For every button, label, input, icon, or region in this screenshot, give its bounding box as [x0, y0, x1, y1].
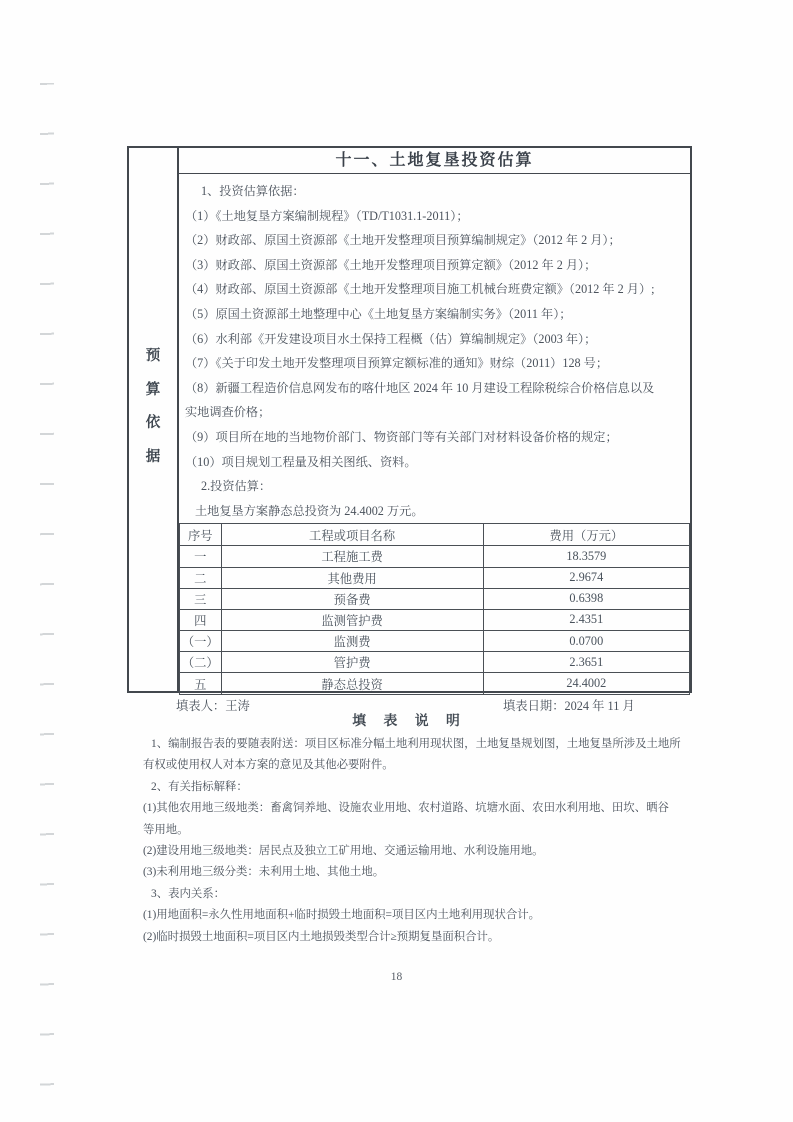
note-2-item-3: (3)未利用地三级分类：未利用土地、其他土地。 [143, 866, 385, 879]
note-2-heading: 2、有关指标解释： [151, 780, 248, 793]
sidebar-label-char: 预 [145, 348, 161, 364]
item-name-cell: 管护费 [221, 652, 483, 673]
sidebar-budget-basis-label [129, 148, 179, 691]
header-cost: 费用（万元） [483, 524, 689, 546]
item-name-cell: 其他费用 [221, 567, 483, 588]
header-serial: 序号 [180, 524, 222, 546]
item-name-cell: 预备费 [221, 588, 483, 609]
basis-item-10: （10）项目规划工程量及相关图纸、资料。 [185, 454, 417, 469]
basis-item-9: （9）项目所在地的当地物价部门、物资部门等有关部门对材料设备价格的规定； [185, 429, 618, 444]
note-2-item-1-cont: 等用地。 [143, 823, 189, 836]
cost-cell: 2.4351 [483, 609, 689, 630]
basis-item-7: （7）《关于印发土地开发整理项目预算定额标准的通知》财综（2011）128 号； [185, 356, 609, 371]
basis-item-8: （8）新疆工程造价信息网发布的喀什地区 2024 年 10 月建设工程除税综合价格信息以及 [185, 380, 655, 395]
cost-cell: 2.3651 [483, 652, 689, 673]
serial-cell: 四 [180, 609, 222, 630]
estimate-heading: 2.投资估算： [201, 479, 272, 494]
sidebar-label-char: 依 [145, 415, 161, 431]
estimate-basis-text [179, 174, 690, 523]
item-name-cell: 静态总投资 [221, 673, 483, 694]
cost-cell: 2.9674 [483, 567, 689, 588]
table-row [180, 546, 690, 567]
note-3-heading: 3、表内关系： [151, 887, 226, 900]
cost-cell: 0.0700 [483, 631, 689, 652]
cost-cell: 18.3579 [483, 546, 689, 567]
note-1-line-2: 有权或使用权人对本方案的意见及其他必要附件。 [143, 759, 394, 772]
cost-cell: 24.4002 [483, 673, 689, 694]
notes-section-title: 填 表 说 明 [352, 713, 467, 728]
form-fill-date: 填表日期：2024 年 11 月 [503, 699, 635, 713]
basis-item-3: （3）财政部、原国土资源部《土地开发整理项目预算定额》（2012 年 2 月）； [185, 257, 597, 272]
note-2-item-2: (2)建设用地三级地类：居民点及独立工矿用地、交通运输用地、水利设施用地。 [143, 844, 544, 857]
serial-cell: 一 [180, 546, 222, 567]
form-filler-name: 填表人：王涛 [176, 699, 250, 713]
table-row [180, 609, 690, 630]
binding-marks-artifact [40, 83, 54, 1093]
basis-item-4: （4）财政部、原国土资源部《土地开发整理项目施工机械台班费定额》（2012 年 2 月）; [185, 282, 655, 297]
serial-cell: （二） [180, 652, 222, 673]
form-content-area [179, 148, 690, 691]
basis-item-5: （5）原国土资源部土地整理中心《土地复垦方案编制实务》（2011 年）； [185, 306, 572, 321]
item-name-cell: 监测管护费 [221, 609, 483, 630]
sidebar-label-char: 算 [145, 381, 161, 398]
serial-cell: 三 [180, 588, 222, 609]
note-3-item-1: (1)用地面积=永久性用地面积+临时损毁土地面积=项目区内土地利用现状合计。 [143, 909, 541, 922]
table-header-row [180, 524, 690, 546]
basis-item-1: （1）《土地复垦方案编制规程》（TD/T1031.1-2011）； [185, 208, 469, 223]
note-3-item-2: (2)临时损毁土地面积=项目区内土地损毁类型合计≥预期复垦面积合计。 [143, 930, 500, 943]
basis-item-8-cont: 实地调查价格； [185, 405, 271, 420]
note-1-line-1: 1、编制报告表的要随表附送：项目区标准分幅土地利用现状图，土地复垦规划图，土地复垦所涉及土地所 [151, 738, 681, 750]
basis-item-2: （2）财政部、原国土资源部《土地开发整理项目预算编制规定》（2012 年 2 月）； [185, 233, 621, 248]
budget-basis-form-box [127, 146, 692, 693]
sidebar-label-char: 据 [145, 448, 161, 465]
section-title: 十一、土地复垦投资估算 [179, 148, 690, 174]
investment-table [179, 523, 690, 694]
table-row [180, 567, 690, 588]
basis-item-6: （6）水利部《开发建设项目水土保持工程概（估）算编制规定》（2003 年）； [185, 331, 597, 346]
table-row [180, 652, 690, 673]
serial-cell: 五 [180, 673, 222, 694]
header-item-name: 工程或项目名称 [221, 524, 483, 546]
item-name-cell: 工程施工费 [221, 546, 483, 567]
cost-cell: 0.6398 [483, 588, 689, 609]
table-row [180, 588, 690, 609]
note-2-item-1: (1)其他农用地三级地类：畜禽饲养地、设施农业用地、农村道路、坑塘水面、农田水利用地、田坎、晒谷 [143, 802, 669, 815]
page-number: 18 [390, 971, 403, 983]
basis-heading: 1、投资估算依据： [201, 184, 305, 198]
item-name-cell: 监测费 [221, 631, 483, 652]
table-row [180, 631, 690, 652]
serial-cell: （一） [180, 631, 222, 652]
serial-cell: 二 [180, 567, 222, 588]
total-investment-line: 土地复垦方案静态总投资为 24.4002 万元。 [195, 503, 424, 518]
table-row [180, 673, 690, 694]
form-notes [143, 734, 681, 948]
